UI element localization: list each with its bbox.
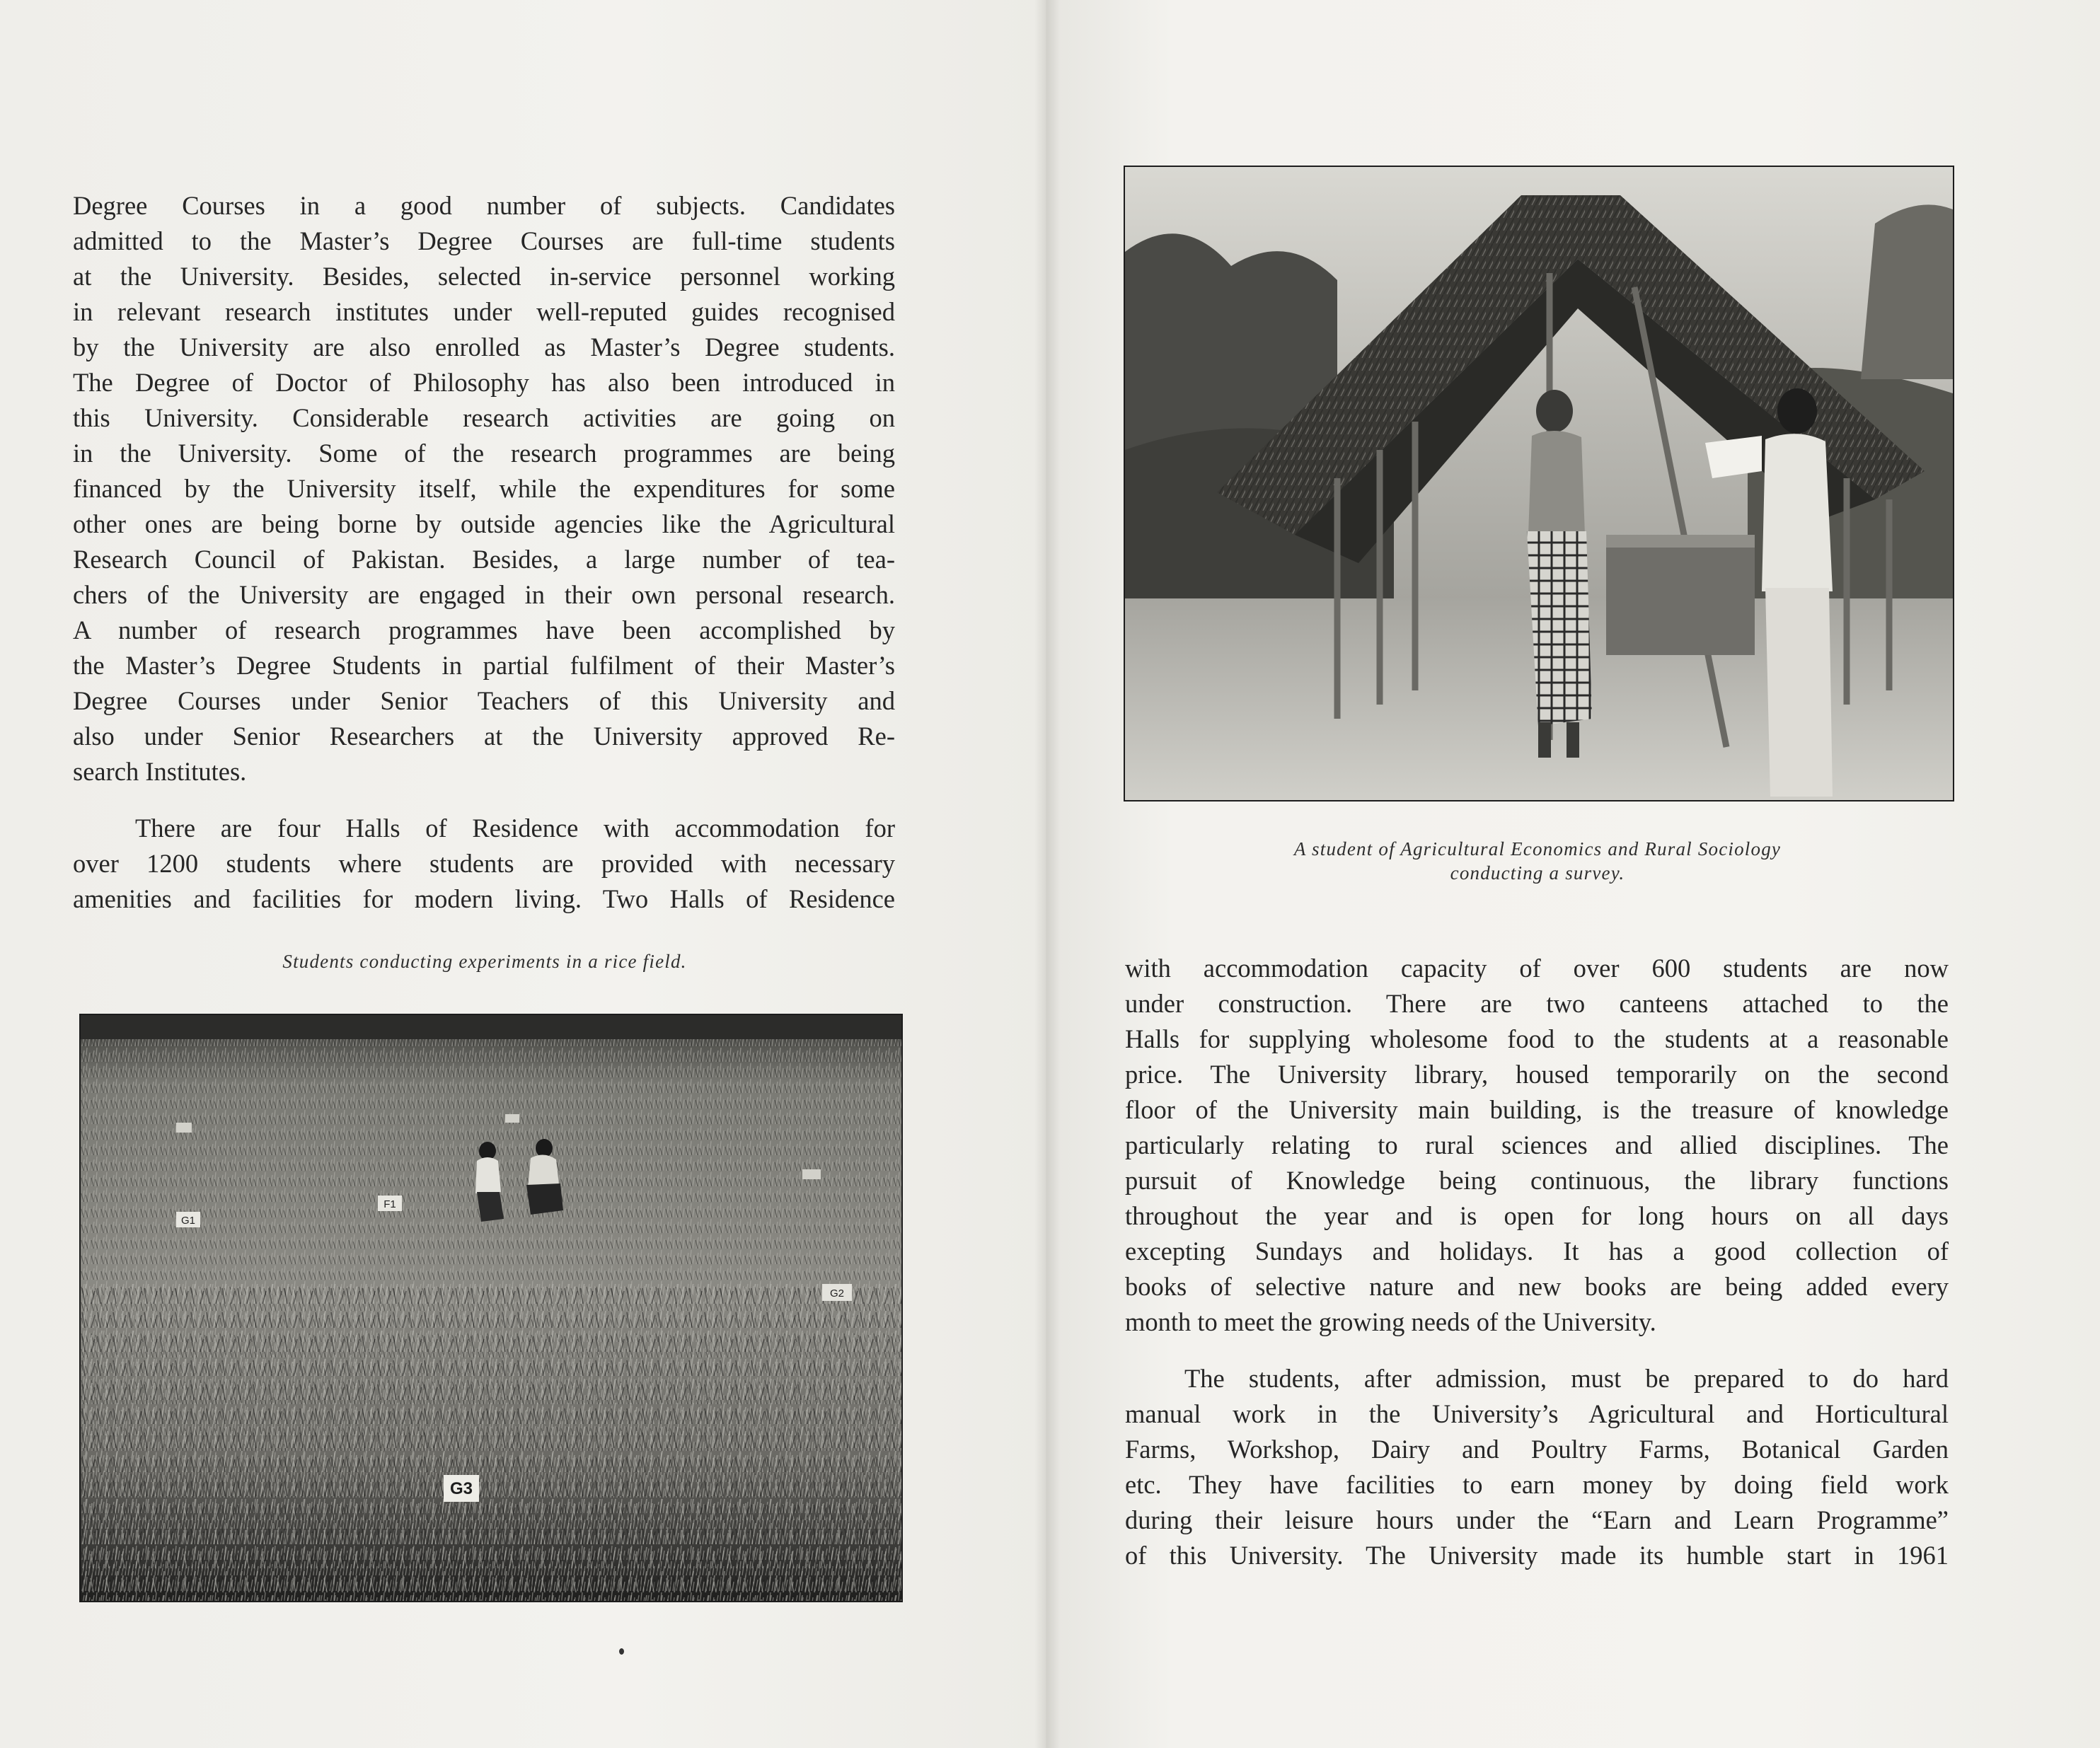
text-line: floor of the University main building, is the treasure of knowledge xyxy=(1125,1095,1949,1124)
text-line: financed by the University itself, while the expenditures for some xyxy=(73,474,895,503)
text-line: in relevant research institutes under well-reputed guides recognised xyxy=(73,297,895,326)
svg-text:G1: G1 xyxy=(180,1215,196,1227)
svg-text:G2: G2 xyxy=(829,1287,845,1300)
text-line: The students, after admission, must be prepared to do hard xyxy=(1184,1364,1949,1393)
text-line: the Master’s Degree Students in partial fulfilment of their Master’s xyxy=(73,651,895,680)
text-line: of this University. The University made its humble start in 1961 xyxy=(1125,1541,1949,1570)
right-paragraph-2 xyxy=(1125,1361,1949,1573)
text-line: Research Council of Pakistan. Besides, a large number of tea- xyxy=(73,545,895,574)
text-line: Degree Courses under Senior Teachers of this University and xyxy=(73,686,895,715)
text-line: at the University. Besides, selected in-service personnel working xyxy=(73,262,895,291)
text-line: chers of the University are engaged in their own personal research. xyxy=(73,580,895,609)
right-paragraph-1 xyxy=(1125,951,1949,1340)
field-marker-g3 xyxy=(444,1475,479,1502)
survey-photo xyxy=(1124,166,1954,801)
rice-field-image xyxy=(81,1015,901,1601)
text-line: admitted to the Master’s Degree Courses are full-time students xyxy=(73,226,895,255)
rice-field-photo xyxy=(79,1014,903,1602)
text-line: over 1200 students where students are provided with necessary xyxy=(73,849,895,878)
text-line: The Degree of Doctor of Philosophy has also been introduced in xyxy=(73,368,895,397)
svg-text:G3: G3 xyxy=(449,1479,473,1498)
text-line: amenities and facilities for modern living. Two Halls of Residence xyxy=(73,884,895,913)
text-line: Farms, Workshop, Dairy and Poultry Farms, Botanical Garden xyxy=(1125,1435,1949,1464)
survey-photo-caption xyxy=(1145,837,1930,885)
text-line: excepting Sundays and holidays. It has a good collection of xyxy=(1125,1237,1949,1266)
text-line: in the University. Some of the research programmes are being xyxy=(73,439,895,468)
text-line: this University. Considerable research activities are going on xyxy=(73,403,895,432)
right-page xyxy=(1046,0,2100,1748)
left-paragraph-2 xyxy=(73,811,895,917)
page-fold xyxy=(1034,0,1060,1748)
text-line: under construction. There are two canteens attached to the xyxy=(1125,989,1949,1018)
caption-line: conducting a survey. xyxy=(1450,862,1625,884)
text-line: price. The University library, housed temporarily on the second xyxy=(1125,1060,1949,1089)
text-line: pursuit of Knowledge being continuous, the library functions xyxy=(1125,1166,1949,1195)
text-line: There are four Halls of Residence with accommodation for xyxy=(135,814,895,843)
text-line: other ones are being borne by outside agencies like the Agricultural xyxy=(73,509,895,538)
text-line: with accommodation capacity of over 600 students are now xyxy=(1125,954,1949,983)
field-marker-f1 xyxy=(378,1196,402,1211)
text-line: also under Senior Researchers at the University approved Re- xyxy=(73,722,895,751)
text-line: month to meet the growing needs of the University. xyxy=(1125,1307,1656,1336)
rice-field-photo-caption: Students conducting experiments in a rice field. xyxy=(282,951,687,972)
text-line: etc. They have facilities to earn money by doing field work xyxy=(1125,1470,1949,1499)
text-line: manual work in the University’s Agricultural and Horticultural xyxy=(1125,1399,1949,1428)
text-line: Degree Courses in a good number of subjects. Candidates xyxy=(73,191,895,220)
text-line: during their leisure hours under the “Earn and Learn Programme” xyxy=(1125,1505,1949,1534)
field-marker-g2 xyxy=(822,1284,852,1301)
left-paragraph-1 xyxy=(73,188,895,789)
page-mark xyxy=(619,1648,624,1655)
left-page xyxy=(0,0,1046,1748)
text-line: books of selective nature and new books are being added every xyxy=(1125,1272,1949,1301)
field-marker-g1 xyxy=(176,1212,200,1227)
caption-line: A student of Agricultural Economics and Rural Sociology xyxy=(1293,838,1782,859)
text-line: particularly relating to rural sciences and allied disciplines. The xyxy=(1125,1130,1949,1159)
text-line: throughout the year and is open for long hours on all days xyxy=(1125,1201,1949,1230)
text-line: by the University are also enrolled as Master’s Degree students. xyxy=(73,332,895,361)
text-line: A number of research programmes have been accomplished by xyxy=(73,615,895,644)
text-line: search Institutes. xyxy=(73,757,247,786)
survey-image xyxy=(1125,167,1953,800)
svg-text:F1: F1 xyxy=(383,1198,396,1210)
text-line: Halls for supplying wholesome food to the students at a reasonable xyxy=(1125,1024,1949,1053)
